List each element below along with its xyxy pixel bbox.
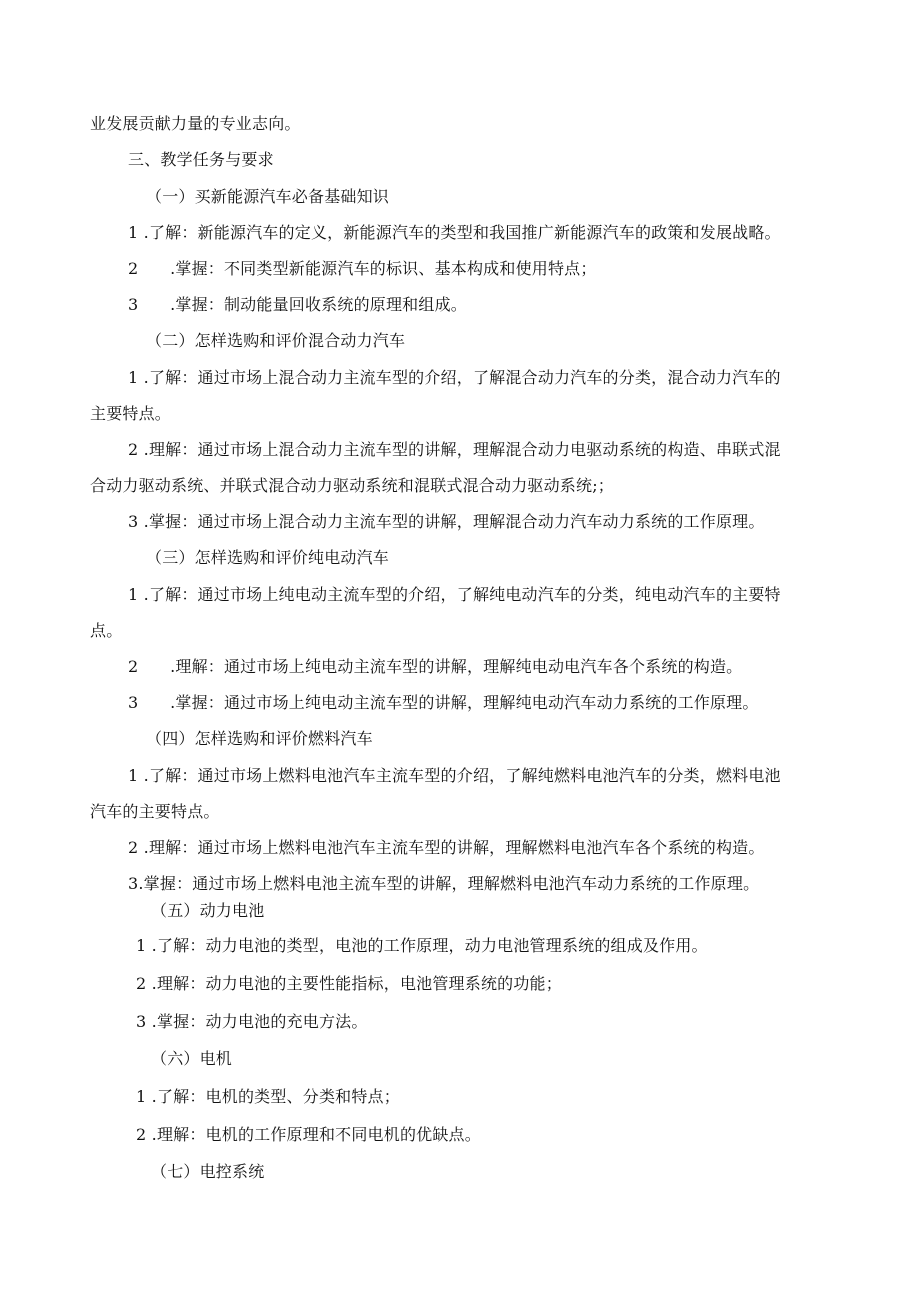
list-item: 1 .了解：电机的类型、分类和特点； <box>136 1087 400 1106</box>
list-item: 3.掌握：通过市场上燃料电池主流车型的讲解，理解燃料电池汽车动力系统的工作原理。 <box>128 874 760 893</box>
list-item: 1 .了解：新能源汽车的定义，新能源汽车的类型和我国推广新能源汽车的政策和发展战略。 <box>128 223 781 242</box>
list-item: 3 .掌握：动力电池的充电方法。 <box>136 1012 368 1031</box>
list-item: 2 .理解：通过市场上燃料电池汽车主流车型的讲解，理解燃料电池汽车各个系统的构造。 <box>128 838 765 857</box>
paragraph-line: 业发展贡献力量的专业志向。 <box>90 114 301 133</box>
list-item-continuation: 合动力驱动系统、并联式混合动力驱动系统和混联式混合动力驱动系统;； <box>90 476 614 495</box>
list-item: 1 .了解：通过市场上混合动力主流车型的介绍，了解混合动力汽车的分类，混合动力汽车的 <box>128 368 781 387</box>
section-heading: 三、教学任务与要求 <box>128 150 274 169</box>
list-item: 1 .了解：动力电池的类型，电池的工作原理，动力电池管理系统的组成及作用。 <box>136 936 708 955</box>
subsection-heading: （四）怎样选购和评价燃料汽车 <box>146 729 373 748</box>
subsection-heading: （一）买新能源汽车必备基础知识 <box>146 187 390 206</box>
list-item-continuation: 主要特点。 <box>90 404 172 423</box>
subsection-heading: （三）怎样选购和评价纯电动汽车 <box>146 548 390 567</box>
list-item: 2 .理解：通过市场上纯电动主流车型的讲解，理解纯电动电汽车各个系统的构造。 <box>128 657 743 676</box>
subsection-heading: （五）动力电池 <box>151 901 265 920</box>
list-item-continuation: 汽车的主要特点。 <box>90 802 220 821</box>
list-item-continuation: 点。 <box>90 621 123 640</box>
subsection-heading: （二）怎样选购和评价混合动力汽车 <box>146 331 406 350</box>
list-item: 3 .掌握：通过市场上纯电动主流车型的讲解，理解纯电动汽车动力系统的工作原理。 <box>128 693 759 712</box>
subsection-heading: （六）电机 <box>151 1049 233 1068</box>
subsection-heading: （七）电控系统 <box>151 1162 265 1181</box>
list-item: 2 .理解：通过市场上混合动力主流车型的讲解，理解混合动力电驱动系统的构造、串联式混 <box>128 440 781 459</box>
list-item: 1 .了解：通过市场上纯电动主流车型的介绍，了解纯电动汽车的分类，纯电动汽车的主要特 <box>128 585 781 604</box>
list-item: 2 .理解：电机的工作原理和不同电机的优缺点。 <box>136 1125 481 1144</box>
list-item: 2 .掌握：不同类型新能源汽车的标识、基本构成和使用特点； <box>128 259 597 278</box>
list-item: 1 .了解：通过市场上燃料电池汽车主流车型的介绍，了解纯燃料电池汽车的分类，燃料电池 <box>128 766 781 785</box>
list-item: 3 .掌握：制动能量回收系统的原理和组成。 <box>128 295 467 314</box>
list-item: 2 .理解：动力电池的主要性能指标，电池管理系统的功能； <box>136 974 562 993</box>
list-item: 3 .掌握：通过市场上混合动力主流车型的讲解，理解混合动力汽车动力系统的工作原理。 <box>128 512 765 531</box>
